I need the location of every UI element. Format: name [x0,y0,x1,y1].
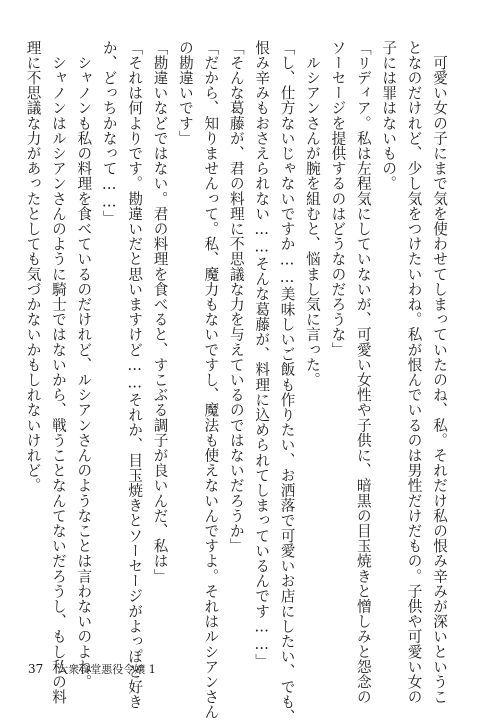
text-line: ルシアンさんが腕を組むと、悩まし気に言った。 [303,40,321,388]
text-line: 「だから、知りませんって。私、魔力もないですし、魔法も使えないんですよ。それはルシアンさん [202,40,220,720]
text-line: となのだけれど、少し気をつけたいわね。私が恨んでいるのは男性だけだもの。子供や可愛い女の [405,40,423,705]
text-line: シャノンはルシアンさんのように騎士ではないから、戦うことなんてないだろうし、もし私の料 [49,40,67,705]
text-line: か、どっちかなって……」 [100,40,118,226]
text-line: シャノンも私の料理を食べているのだけれど、ルシアンさんのようなことは言わないのよね。 [75,40,93,690]
text-line: 「リディア。私は左程気にしていないが、可愛い女性や子供に、暗黒の目玉焼きと憎しみと怨念の [354,40,372,705]
text-line: 恨み辛みもおさえられない……そんな葛藤が、料理に込められてしまっているんです……」 [253,40,271,669]
text-line: 「し、仕方ないじゃないですか……美味しいご飯も作りたい、お洒落で可愛いお店にしたい、でも、 [278,40,296,724]
text-line: の勘違いです」 [176,40,194,146]
text-line: 可愛い女の子にまで気を使わせてしまっていたのね、私。それだけ私の恨み辛みが深いというこ [431,40,448,705]
text-line: 「勘違いなどではない。君の料理を食べると、すこぶる調子が良いんだ、私は」 [151,40,169,584]
text-line: ソーセージを提供するのはどうなのだろうな」 [329,40,347,358]
text-line: 子には罪はないもの。 [380,40,398,191]
page-number: 37 [28,662,44,676]
book-title: 大衆食堂悪役令嬢 1 [57,663,156,676]
page-footer [28,661,156,677]
text-line: 「そんな葛藤が、君の料理に不思議な力を与えているのではないだろうか」 [227,40,245,554]
text-line: 理に不思議な力があったとしても気づかないかもしれないけれど。 [24,40,42,493]
text-line: 「それは何よりです。勘違いだと思いますけど……それか、目玉焼きとソーセージがよっぽど好き [126,40,144,710]
